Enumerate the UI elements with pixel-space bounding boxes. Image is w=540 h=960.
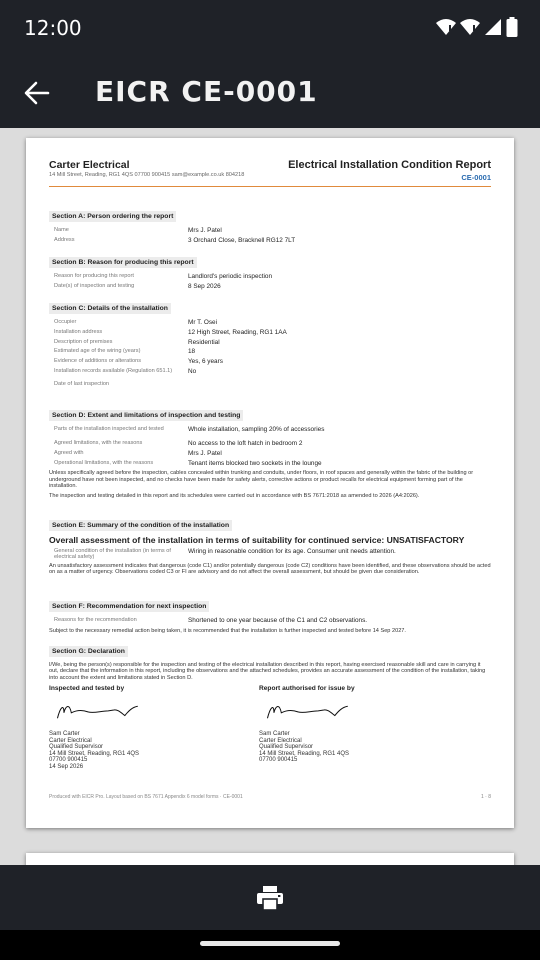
- section-heading: Section E: Summary of the condition of the installation: [49, 520, 232, 531]
- standards-note: The inspection and testing detailed in this report and its schedules were carried out in accordance with BS 7671:2018 as amended to 2026 (A4:2026).: [49, 492, 420, 499]
- signature-image: [49, 698, 149, 722]
- detail-row: [49, 227, 491, 237]
- section-heading: Section B: Reason for producing this report: [49, 257, 197, 268]
- detail-label: General condition of the installation (in terms of electrical safety): [54, 548, 171, 560]
- detail-row: [49, 426, 491, 440]
- navigation-bar: [0, 930, 540, 960]
- page-footer: [49, 794, 491, 800]
- page-title: EICR CE-0001: [95, 75, 318, 108]
- detail-row: [49, 548, 491, 562]
- detail-row: [49, 283, 491, 293]
- home-indicator[interactable]: [200, 941, 340, 946]
- signer-address: 14 Mill Street, Reading, RG1 4QS: [259, 750, 350, 757]
- detail-value: Tenant items blocked two sockets in the lounge: [188, 459, 322, 467]
- detail-row: [49, 339, 491, 349]
- assessment-note: An unsatisfactory assessment indicates that dangerous (code C1) and/or potentially dangerous (code C2) conditions have been identified, and these observations should be acted on as a matter of urgency. Observations coded C3 or FI are advisory and do not affect the overall assessment, but should be given due consideration.: [49, 563, 491, 576]
- detail-value: Shortened to one year because of the C1 and C2 observations.: [188, 617, 368, 624]
- section-e: [49, 514, 491, 576]
- back-button[interactable]: [18, 74, 56, 112]
- signer-phone: 07700 900415: [259, 757, 298, 764]
- detail-value: 18: [188, 348, 196, 356]
- detail-label: Date(s) of inspection and testing: [54, 282, 135, 289]
- signer-position: Qualified Supervisor: [49, 744, 104, 751]
- header-divider: [49, 186, 491, 187]
- section-heading: Section C: Details of the installation: [49, 303, 171, 314]
- detail-value: No: [188, 367, 197, 375]
- signature-title: Report authorised for issue by: [259, 685, 355, 692]
- signer-phone: 07700 900415: [49, 757, 88, 764]
- inspected-by-block: [49, 685, 249, 771]
- print-button[interactable]: [252, 881, 288, 915]
- detail-value: Mrs J. Patel: [188, 449, 222, 457]
- report-id: CE-0001: [461, 173, 491, 182]
- detail-label: Estimated age of the wiring (years): [54, 348, 141, 355]
- section-f: [49, 595, 491, 634]
- signal-icon: [484, 18, 502, 36]
- section-g: [49, 640, 491, 681]
- status-icons: [436, 17, 518, 37]
- detail-label: Occupier: [54, 319, 77, 325]
- limitations-note: Unless specifically agreed before the inspection, cables concealed within trunking and conduits, under floors, in roof spaces and generally within the fabric of the building or underground have not been inspected, and no checks have been made for safety alerts, corrective actions or product recalls for electrical equipment forming part of the installation.: [49, 470, 474, 490]
- document-viewer[interactable]: [0, 128, 540, 865]
- company-contact: 14 Mill Street, Reading, RG1 4QS 07700 900415 sam@example.co.uk 804218: [49, 172, 245, 178]
- page-number: 1 · 8: [480, 794, 491, 800]
- bottom-toolbar: [0, 865, 540, 930]
- detail-label: Address: [54, 236, 75, 243]
- detail-row: [49, 440, 491, 450]
- detail-row: [49, 273, 491, 283]
- signature-date: 14 Sep 2026: [49, 763, 84, 770]
- signer-company: Carter Electrical: [259, 737, 302, 744]
- detail-label: Installation records available (Regulation 651.1): [54, 367, 173, 374]
- detail-label: Name: [54, 227, 69, 233]
- report-page: [26, 138, 514, 828]
- detail-label: Date of last inspection: [54, 380, 110, 387]
- signer-address: 14 Mill Street, Reading, RG1 4QS: [49, 750, 140, 757]
- company-name: Carter Electrical: [49, 159, 130, 171]
- detail-label: Description of premises: [54, 338, 113, 345]
- section-heading: Section G: Declaration: [49, 646, 128, 657]
- detail-row: [49, 237, 491, 247]
- authorised-by-block: [259, 685, 459, 764]
- arrow-left-icon: [24, 81, 50, 105]
- signature-image: [259, 698, 359, 722]
- detail-value: 8 Sep 2026: [188, 282, 221, 290]
- detail-row: [49, 381, 491, 391]
- detail-label: Agreed limitations, with the reasons: [54, 440, 143, 446]
- detail-label: Reason for producing this report: [54, 273, 134, 279]
- section-b: [49, 251, 491, 293]
- detail-value: Residential: [188, 338, 220, 346]
- signer-position: Qualified Supervisor: [259, 744, 314, 751]
- next-page: [26, 853, 514, 865]
- detail-value: Whole installation, sampling 20% of accessories: [188, 426, 325, 433]
- section-heading: Section D: Extent and limitations of inspection and testing: [49, 410, 243, 421]
- section-heading: Section F: Recommendation for next inspection: [49, 601, 209, 612]
- detail-row: [49, 460, 491, 470]
- detail-value: 12 High Street, Reading, RG1 1AA: [188, 328, 287, 336]
- signer-name: Sam Carter: [259, 731, 290, 737]
- signer-name: Sam Carter: [49, 731, 80, 737]
- overall-assessment: Overall assessment of the installation in terms of suitability for continued service: UNSATISFACTORY: [49, 535, 465, 545]
- recommendation-note: Subject to the necessary remedial action being taken, it is recommended that the installation is further inspected and tested before 14 Sep 2027.: [49, 627, 406, 634]
- printer-icon: [256, 885, 284, 911]
- detail-value: Mrs J. Patel: [188, 227, 222, 234]
- report-title: Electrical Installation Condition Report: [288, 159, 491, 171]
- detail-label: Installation address: [54, 328, 103, 335]
- signature-title: Inspected and tested by: [49, 685, 125, 692]
- declaration-text: I/We, being the person(s) responsible for the inspection and testing of the electrical installation described in this report, having exercised reasonable skill and care in carrying it out, declare that the information in this report, including the observations and the attached schedules, provides an accurate assessment of the condition of the installation, taking into account the extent and limitations stated in Section D.: [49, 662, 486, 681]
- detail-row: [49, 348, 491, 358]
- battery-icon: [506, 17, 518, 37]
- footer-text: Produced with EICR Pro. Layout based on BS 7671 Appendix 6 model forms · CE-0001: [49, 794, 243, 800]
- section-heading: Section A: Person ordering the report: [49, 211, 176, 222]
- signer-company: Carter Electrical: [49, 737, 92, 744]
- section-a: [49, 205, 491, 247]
- detail-label: Evidence of additions or alterations: [54, 358, 142, 365]
- detail-value: 3 Orchard Close, Bracknell RG12 7LT: [188, 236, 296, 244]
- detail-row: [49, 450, 491, 460]
- detail-value: Wiring in reasonable condition for its age. Consumer unit needs attention.: [188, 548, 396, 555]
- section-c: [49, 297, 491, 391]
- detail-value: Yes, 6 years: [188, 358, 223, 366]
- detail-label: Operational limitations, with the reasons: [54, 459, 154, 466]
- detail-row: [49, 319, 491, 329]
- status-bar: [0, 0, 540, 56]
- detail-label: Parts of the installation inspected and tested: [54, 426, 164, 432]
- section-d: [49, 404, 491, 499]
- status-time: 12:00: [24, 16, 82, 40]
- wifi-icon: [460, 18, 480, 36]
- detail-label: Agreed with: [54, 449, 84, 456]
- detail-value: No access to the loft hatch in bedroom 2: [188, 440, 303, 447]
- detail-row: [49, 358, 491, 368]
- detail-row: [49, 617, 491, 627]
- report-header: [49, 159, 491, 182]
- detail-value: Landlord's periodic inspection: [188, 273, 272, 280]
- detail-row: [49, 368, 491, 381]
- detail-label: Reasons for the recommendation: [54, 617, 137, 623]
- app-bar: [0, 56, 540, 128]
- wifi-icon: [436, 18, 456, 36]
- detail-row: [49, 329, 491, 339]
- detail-value: Mr T. Osei: [188, 319, 217, 326]
